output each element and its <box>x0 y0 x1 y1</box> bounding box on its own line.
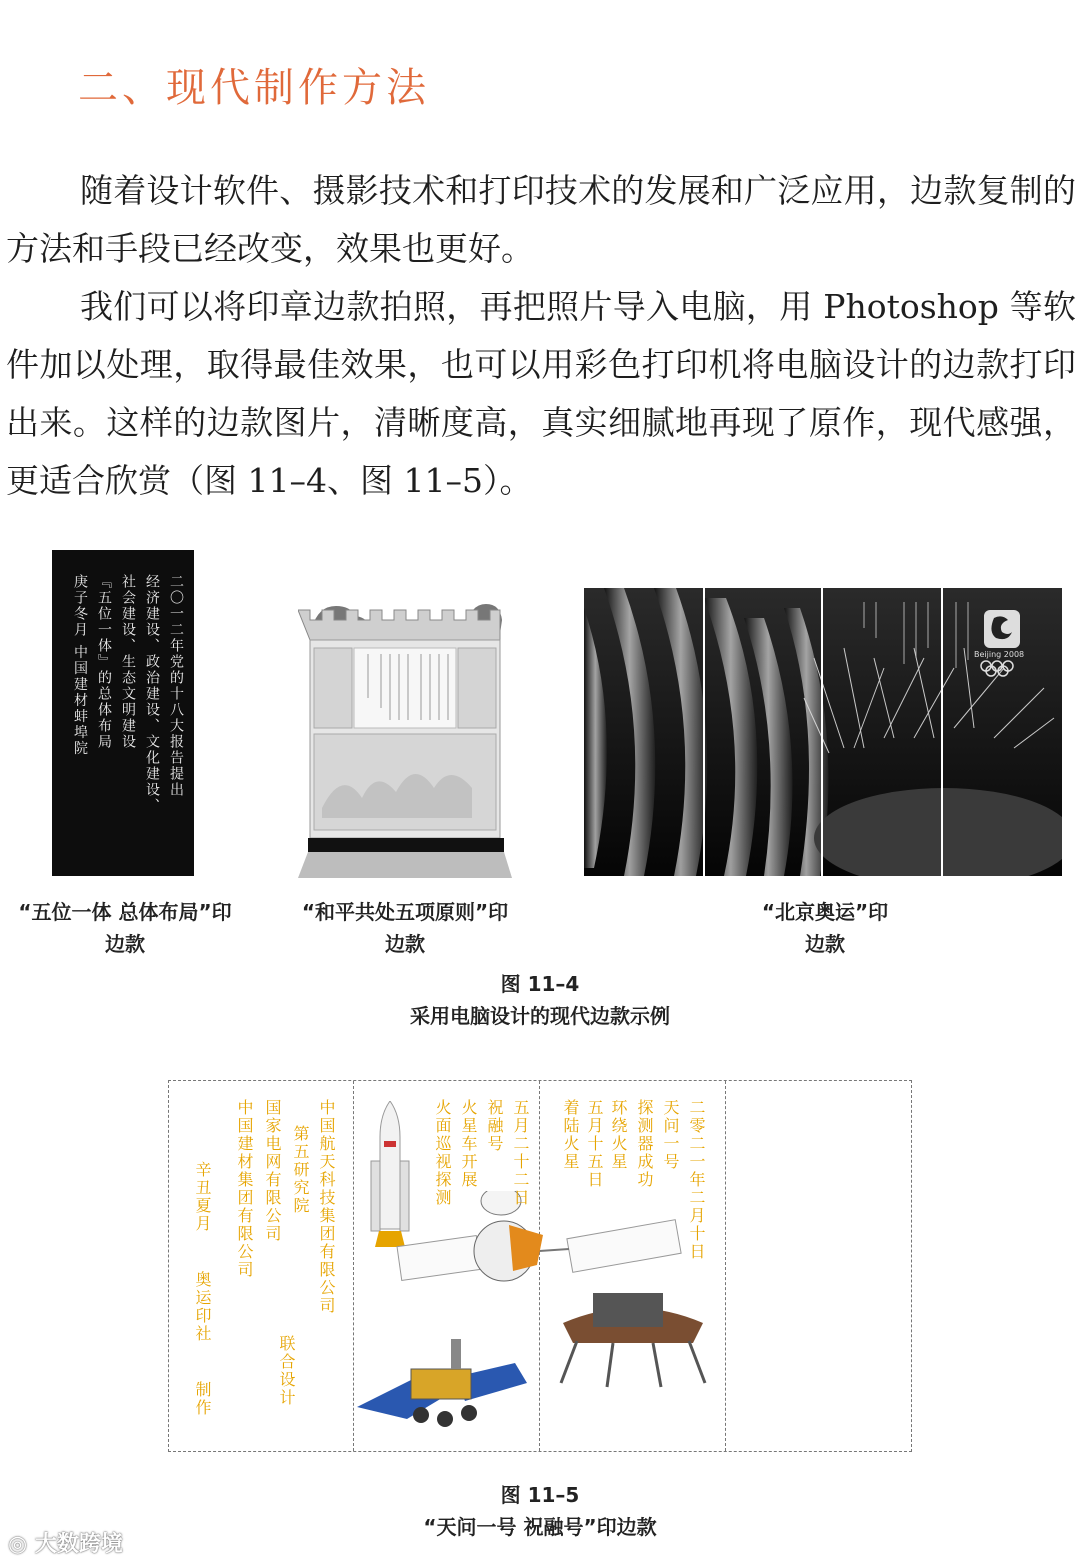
gold-col-r6: 着陆火星 <box>561 1099 580 1171</box>
gold-col-r4: 环绕火星 <box>609 1099 628 1171</box>
lander-illustration <box>553 1283 713 1393</box>
gold-col-r5: 五月十五日 <box>585 1099 604 1189</box>
figure-11-5-label: 图 11–5 <box>500 1483 580 1507</box>
gold-col-l8: 联合设计 <box>277 1335 296 1407</box>
divider-1 <box>353 1081 354 1451</box>
stone-col-4: 『五位一体』的总体布局 <box>96 574 112 750</box>
caption-panel-1 <box>0 896 250 960</box>
caption-panel-3-line2: 边款 <box>805 932 845 956</box>
gold-col-l6: 奥运印社 <box>193 1271 212 1343</box>
gold-col-r3: 探测器成功 <box>635 1099 654 1189</box>
gold-col-m2: 祝融号 <box>485 1099 504 1153</box>
caption-panel-2-line1: “和平共处五项原则”印 <box>301 900 509 924</box>
gold-col-m4: 火面巡视探测 <box>433 1099 452 1207</box>
figure-11-5-title: “天问一号 祝融号”印边款 <box>423 1515 657 1539</box>
gold-col-l2: 国家电网有限公司 <box>263 1099 282 1243</box>
paragraph-2: 我们可以将印章边款拍照，再把照片导入电脑，用 Photoshop 等软件加以处理，取得最佳效果，也可以用彩色打印机将电脑设计的边款打印出来。这样的边款图片，清晰度高，真实细腻地再现了原作，现代感强，更适合欣赏（图 11–4、图 11–5）。 <box>6 287 1076 500</box>
watermark-logo-icon: ◎ <box>8 1532 35 1557</box>
watermark-text: 大数跨境 <box>34 1532 123 1557</box>
caption-panel-3 <box>700 896 950 960</box>
paragraph-1: 随着设计软件、摄影技术和打印技术的发展和广泛应用，边款复制的方法和手段已经改变，效果也更好。 <box>6 171 1076 268</box>
gold-col-l1: 中国建材集团有限公司 <box>235 1099 254 1279</box>
gold-col-l3: 中国航天科技集团有限公司 <box>317 1099 336 1315</box>
caption-panel-2 <box>278 896 532 960</box>
gold-col-r2: 天问一号 <box>661 1099 680 1171</box>
watermark <box>8 1527 123 1558</box>
figure-11-4-label: 图 11–4 <box>500 972 580 996</box>
olympics-image <box>584 588 1062 876</box>
body-text <box>6 162 1076 510</box>
gold-col-m1: 五月二十二日 <box>511 1099 530 1207</box>
stone-rubbing-image <box>52 550 194 876</box>
caption-panel-1-line2: 边款 <box>105 932 145 956</box>
stone-col-1: 二〇一二年党的十八大报告提出 <box>168 574 184 798</box>
stone-col-3: 社会建设、生态文明建设 <box>120 574 136 750</box>
gold-col-l4: 第五研究院 <box>291 1125 310 1215</box>
tianwen-seal-sides <box>168 1080 912 1452</box>
caption-panel-3-line1: “北京奥运”印 <box>761 900 889 924</box>
caption-panel-2-line2: 边款 <box>385 932 425 956</box>
rover-illustration <box>355 1337 535 1437</box>
gold-col-l5: 辛丑夏月 <box>193 1161 212 1233</box>
caption-panel-1-line1: “五位一体 总体布局”印 <box>18 900 232 924</box>
olympics-drawing <box>584 588 1062 876</box>
stone-col-5: 庚子冬月 中国建材蚌埠院 <box>72 574 88 757</box>
monument-image <box>298 588 512 878</box>
figure-11-4-title: 采用电脑设计的现代边款示例 <box>410 1004 670 1028</box>
stone-col-2: 经济建设、政治建设、文化建设、 <box>144 574 160 814</box>
section-title: 二、现代制作方法 <box>78 65 430 111</box>
gold-col-l7: 制作 <box>193 1381 212 1417</box>
gold-col-m3: 火星车开展 <box>459 1099 478 1189</box>
olympics-logo-text: Beijing 2008 <box>974 650 1025 659</box>
monument-drawing <box>298 588 512 878</box>
gold-col-r1: 二零二一年二月十日 <box>687 1099 706 1261</box>
